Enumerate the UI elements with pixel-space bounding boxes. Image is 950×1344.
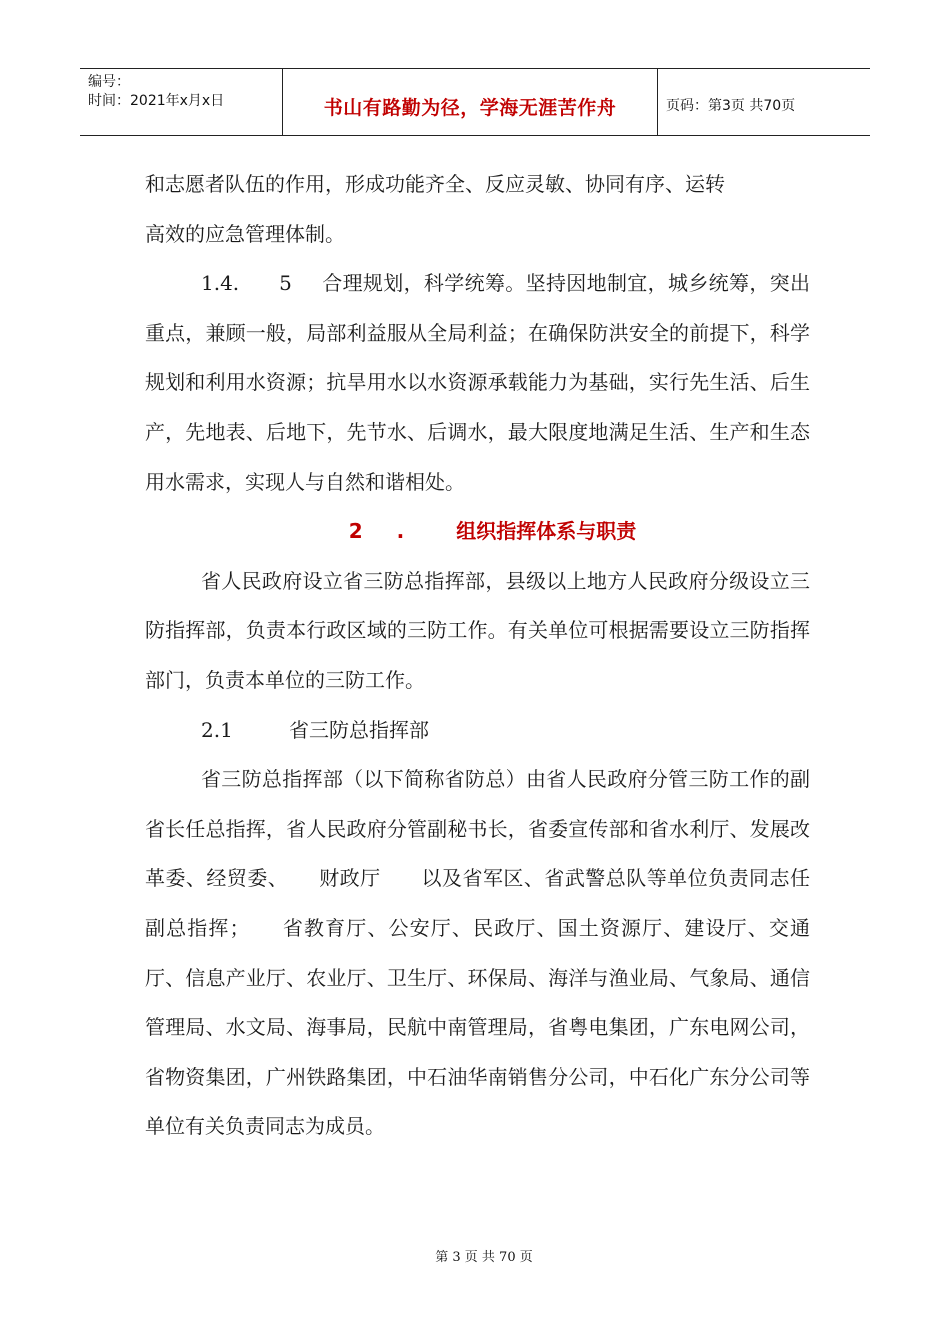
paragraph-continuation (145, 160, 810, 259)
section-paragraph: 省人民政府设立省三防总指挥部，县级以上地方人民政府分级设立三防指挥部，负责本行政区域的三防工作。有关单位可根据需要设立三防指挥部门，负责本单位的三防工作。 (145, 568, 810, 692)
item-text: 合理规划，科学统筹。坚持因地制宜，城乡统筹，突出重点，兼顾一般，局部利益服从全局利益；在确保防洪安全的前提下，科学规划和利用水资源；抗旱用水以水资源承载能力为基础，实行先生活、后生产，先地表、后地下，先节水、后调水，最大限度地满足生活、生产和生态用水需求，实现人与自然和谐相处。 (145, 271, 810, 494)
item-number: 1.4. (201, 271, 240, 296)
section-dot: . (396, 519, 405, 544)
time-label: 时间：2021年x月x日 (88, 93, 225, 109)
page-footer: 第 3 页 共 70 页 (435, 1250, 533, 1265)
header-page-info: 页码：第3页 共70页 (666, 98, 796, 114)
document-header (80, 68, 870, 136)
header-meta (80, 69, 283, 135)
header-motto: 书山有路勤为径，学海无涯苦作舟 (283, 69, 658, 135)
subsection-paragraph: 省三防总指挥部（以下简称省防总）由省人民政府分管三防工作的副省长任总指挥，省人民政府分管副秘书长，省委宣传部和省水利厅、发展改革委、经贸委、 财政厅 以及省军区、省武警总队等单位负责同志任副总指挥； 省教育厅、公安厅、民政厅、国土资源厅、建设厅、交通厅、信息产业厅、农业厅、卫生厅、环保局、海洋与渔业局、气象局、通信管理局、水文局、海事局，民航中南管理局，省粤电集团，广东电网公司，省物资集团，广州铁路集团，中石油华南销售分公司，中石化广东分公司等单位有关负责同志为成员。 (145, 767, 810, 1139)
subsection-title: 省三防总指挥部 (289, 717, 429, 742)
document-body (145, 160, 810, 1152)
number-label: 编号： (88, 74, 130, 90)
section-title: 组织指挥体系与职责 (456, 519, 637, 544)
section-heading (145, 507, 810, 557)
paragraph-line: 和志愿者队伍的作用，形成功能齐全、反应灵敏、协同有序、运转 (145, 172, 725, 196)
paragraph-line: 高效的应急管理体制。 (145, 221, 345, 246)
item-1-4-5 (145, 259, 810, 507)
item-number-suffix: 5 (279, 271, 292, 296)
subsection-number: 2.1 (201, 717, 233, 742)
section-number: 2 (348, 519, 363, 544)
subsection-heading (145, 706, 810, 756)
